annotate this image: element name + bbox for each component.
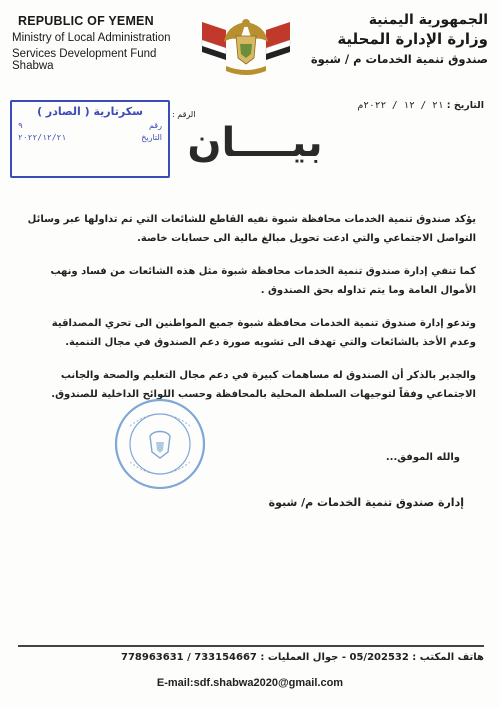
registry-stamp-label: رقم: [148, 121, 162, 130]
header-ar-ministry: وزارة الإدارة المحلية: [337, 30, 488, 48]
official-round-stamp-icon: [112, 396, 208, 492]
header-en-ministry: Ministry of Local Administration: [12, 32, 171, 44]
registry-stamp-value: ٩: [18, 121, 23, 130]
registry-stamp-value: ٢٠٢٢/١٢/٢١: [18, 133, 67, 142]
footer-phone: هاتف المكتب : 05/202532 - جوال العمليات : 733154667 / 778963631: [120, 652, 484, 663]
body-paragraph: كما تنفي إدارة صندوق تنمية الخدمات محافظة شبوة مثل هذه الشائعات من فساد ونهب الأموال العامة وما يتم تداوله بحق الصندوق .: [50, 266, 476, 296]
date-label: التاريخ :: [446, 100, 484, 111]
registry-stamp: [10, 100, 170, 178]
closing-phrase: والله الموفق...: [385, 452, 460, 463]
registry-stamp-label: التاريخ: [141, 133, 162, 142]
header-ar-fund: صندوق تنمية الخدمات م / شبوة: [310, 52, 488, 66]
footer-email: E-mail:sdf.shabwa2020@gmail.com: [156, 677, 344, 689]
registry-stamp-row: [18, 121, 162, 130]
header-arabic: [308, 12, 488, 66]
header-english: [12, 14, 192, 72]
date-value: ٢١ / ١٢ / ٢٠٢٢م: [357, 100, 444, 111]
header-en-fund: Services Development Fund Shabwa: [12, 48, 157, 72]
footer-divider: [18, 645, 484, 647]
statement-title: بيــــان: [187, 120, 323, 166]
registry-stamp-row: [18, 133, 162, 142]
body-paragraph: والجدير بالذكر أن الصندوق له مساهمات كبيرة في دعم مجال التعليم والصحة والجانب الاجتماعي وفقاً لتوجيهات السلطة المحلية بالمحافظة وحسب اللوائح الداخلية للصندوق.: [51, 370, 476, 400]
body-paragraph: يؤكد صندوق تنمية الخدمات محافظة شبوة نفيه القاطع للشائعات التي تم تداولها عبر وسائل التواصل الاجتماعي والتي ادعت تحويل مبالغ مالية الى حسابات خاصة.: [27, 214, 476, 244]
date-line: [358, 100, 484, 111]
body-paragraph: وتدعو إدارة صندوق تنمية الخدمات محافظة شبوة جميع المواطنين الى تحري المصداقية وعدم الأخذ بالشائعات والتي تهدف الى تشويه صورة دعم الصندوق في مجال التنمية.: [51, 318, 476, 348]
registry-stamp-title: سكرتارية ( الصادر ): [37, 105, 143, 118]
signature-line: إدارة صندوق تنمية الخدمات م/ شبوة: [268, 496, 464, 509]
header-en-country: REPUBLIC OF YEMEN: [18, 14, 154, 28]
statement-body: [26, 210, 476, 418]
header-ar-country: الجمهورية اليمنية: [368, 12, 488, 28]
reference-label: الرقم :: [172, 110, 196, 119]
yemen-eagle-emblem-icon: [196, 8, 296, 80]
